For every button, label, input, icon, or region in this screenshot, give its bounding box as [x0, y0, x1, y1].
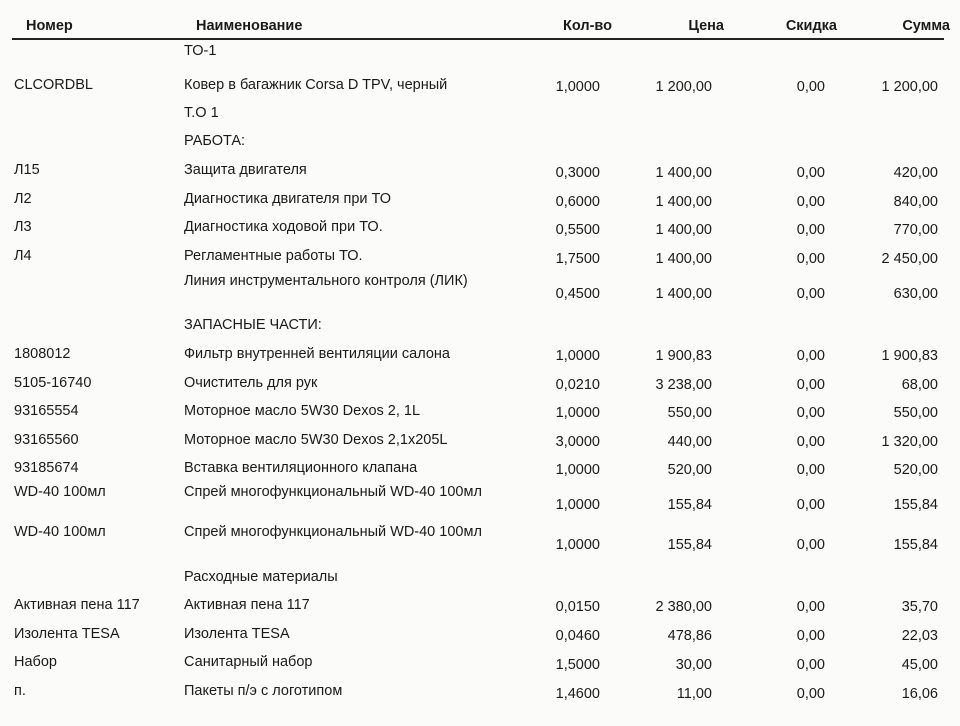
cell-disc: 0,00	[796, 377, 825, 393]
cell-num: Активная пена 117	[14, 597, 140, 613]
cell-qty: 0,0210	[555, 377, 600, 393]
cell-name: ТО-1	[184, 43, 217, 59]
cell-price: 155,84	[667, 537, 712, 553]
cell-qty: 0,0150	[555, 599, 600, 615]
cell-disc: 0,00	[796, 405, 825, 421]
cell-price: 1 400,00	[655, 194, 712, 210]
cell-sum: 155,84	[893, 537, 938, 553]
cell-qty: 1,4600	[555, 686, 600, 702]
cell-name: ЗАПАСНЫЕ ЧАСТИ:	[184, 317, 322, 333]
cell-sum: 770,00	[893, 222, 938, 238]
cell-sum: 68,00	[901, 377, 938, 393]
cell-price: 2 380,00	[655, 599, 712, 615]
header-divider	[12, 38, 944, 40]
cell-qty: 0,0460	[555, 628, 600, 644]
cell-name: Защита двигателя	[184, 162, 307, 178]
cell-name: РАБОТА:	[184, 133, 246, 149]
cell-price: 30,00	[675, 657, 712, 673]
cell-name: Т.О 1	[184, 105, 219, 121]
cell-name: Моторное масло 5W30 Dexos 2,1x205L	[184, 432, 448, 448]
cell-sum: 16,06	[901, 686, 938, 702]
header-num: Номер	[26, 18, 73, 34]
cell-sum: 155,84	[893, 497, 938, 513]
cell-sum: 550,00	[893, 405, 938, 421]
cell-disc: 0,00	[796, 222, 825, 238]
cell-name: Моторное масло 5W30 Dexos 2, 1L	[184, 403, 421, 419]
cell-num: Набор	[14, 654, 57, 670]
cell-num: Л2	[14, 191, 32, 207]
cell-sum: 630,00	[893, 286, 938, 302]
cell-price: 1 400,00	[655, 251, 712, 267]
cell-price: 1 900,83	[655, 348, 712, 364]
cell-name: Фильтр внутренней вентиляции салона	[184, 346, 450, 362]
cell-price: 155,84	[667, 497, 712, 513]
cell-name: Диагностика ходовой при ТО.	[184, 219, 383, 235]
cell-name: Активная пена 117	[184, 597, 310, 613]
cell-sum: 35,70	[901, 599, 938, 615]
cell-qty: 1,7500	[555, 251, 600, 267]
cell-disc: 0,00	[796, 497, 825, 513]
header-price: Цена	[688, 18, 724, 34]
cell-disc: 0,00	[796, 537, 825, 553]
cell-num: Л3	[14, 219, 32, 235]
cell-qty: 1,0000	[555, 497, 600, 513]
cell-disc: 0,00	[796, 657, 825, 673]
cell-sum: 420,00	[893, 165, 938, 181]
cell-name: Пакеты п/э с логотипом	[184, 683, 343, 699]
cell-num: WD-40 100мл	[14, 484, 106, 500]
cell-qty: 1,5000	[555, 657, 600, 673]
cell-disc: 0,00	[796, 251, 825, 267]
cell-price: 550,00	[667, 405, 712, 421]
cell-num: 93185674	[14, 460, 79, 476]
header-disc: Скидка	[785, 18, 837, 34]
cell-num: Л4	[14, 248, 32, 264]
cell-name: Очиститель для рук	[184, 375, 318, 391]
cell-price: 1 400,00	[655, 286, 712, 302]
cell-name: Диагностика двигателя при ТО	[184, 191, 392, 207]
cell-name: Линия инструментального контроля (ЛИК)	[184, 273, 468, 289]
cell-price: 520,00	[667, 462, 712, 478]
cell-qty: 0,4500	[555, 286, 600, 302]
cell-num: п.	[14, 683, 26, 699]
cell-name: Спрей многофункциональный WD-40 100мл	[184, 524, 482, 540]
cell-disc: 0,00	[796, 434, 825, 450]
header-qty: Кол-во	[563, 18, 612, 34]
cell-sum: 45,00	[901, 657, 938, 673]
cell-sum: 1 200,00	[881, 79, 938, 95]
cell-disc: 0,00	[796, 286, 825, 302]
cell-name: Спрей многофункциональный WD-40 100мл	[184, 484, 482, 500]
cell-qty: 1,0000	[555, 79, 600, 95]
cell-price: 440,00	[667, 434, 712, 450]
cell-num: 93165554	[14, 403, 79, 419]
cell-sum: 520,00	[893, 462, 938, 478]
cell-sum: 2 450,00	[881, 251, 938, 267]
table-header	[12, 14, 950, 38]
cell-disc: 0,00	[796, 165, 825, 181]
cell-price: 3 238,00	[655, 377, 712, 393]
cell-num: Л15	[14, 162, 40, 178]
cell-qty: 0,5500	[555, 222, 600, 238]
cell-num: CLCORDBL	[14, 77, 93, 93]
cell-num: 93165560	[14, 432, 79, 448]
cell-qty: 1,0000	[555, 537, 600, 553]
cell-disc: 0,00	[796, 628, 825, 644]
cell-sum: 22,03	[901, 628, 938, 644]
cell-qty: 1,0000	[555, 348, 600, 364]
cell-disc: 0,00	[796, 599, 825, 615]
cell-sum: 1 900,83	[881, 348, 938, 364]
cell-sum: 840,00	[893, 194, 938, 210]
cell-name: Санитарный набор	[184, 654, 313, 670]
cell-num: Изолента TESA	[14, 626, 120, 642]
cell-qty: 1,0000	[555, 462, 600, 478]
cell-num: 5105-16740	[14, 375, 92, 391]
cell-disc: 0,00	[796, 79, 825, 95]
cell-name: Расходные материалы	[184, 569, 338, 585]
cell-name: Вставка вентиляционного клапана	[184, 460, 418, 476]
cell-name: Изолента TESA	[184, 626, 290, 642]
header-sum: Сумма	[902, 18, 950, 34]
cell-qty: 3,0000	[555, 434, 600, 450]
cell-price: 1 200,00	[655, 79, 712, 95]
cell-name: Регламентные работы ТО.	[184, 248, 363, 264]
cell-qty: 1,0000	[555, 405, 600, 421]
cell-price: 1 400,00	[655, 165, 712, 181]
cell-price: 11,00	[676, 686, 712, 702]
cell-price: 1 400,00	[655, 222, 712, 238]
cell-qty: 0,3000	[555, 165, 600, 181]
cell-disc: 0,00	[796, 686, 825, 702]
cell-qty: 0,6000	[555, 194, 600, 210]
cell-disc: 0,00	[796, 462, 825, 478]
cell-sum: 1 320,00	[881, 434, 938, 450]
cell-disc: 0,00	[796, 194, 825, 210]
header-name: Наименование	[196, 18, 303, 34]
cell-name: Ковер в багажник Corsa D TPV, черный	[184, 77, 448, 93]
cell-price: 478,86	[667, 628, 712, 644]
cell-disc: 0,00	[796, 348, 825, 364]
cell-num: 1808012	[14, 346, 71, 362]
cell-num: WD-40 100мл	[14, 524, 106, 540]
